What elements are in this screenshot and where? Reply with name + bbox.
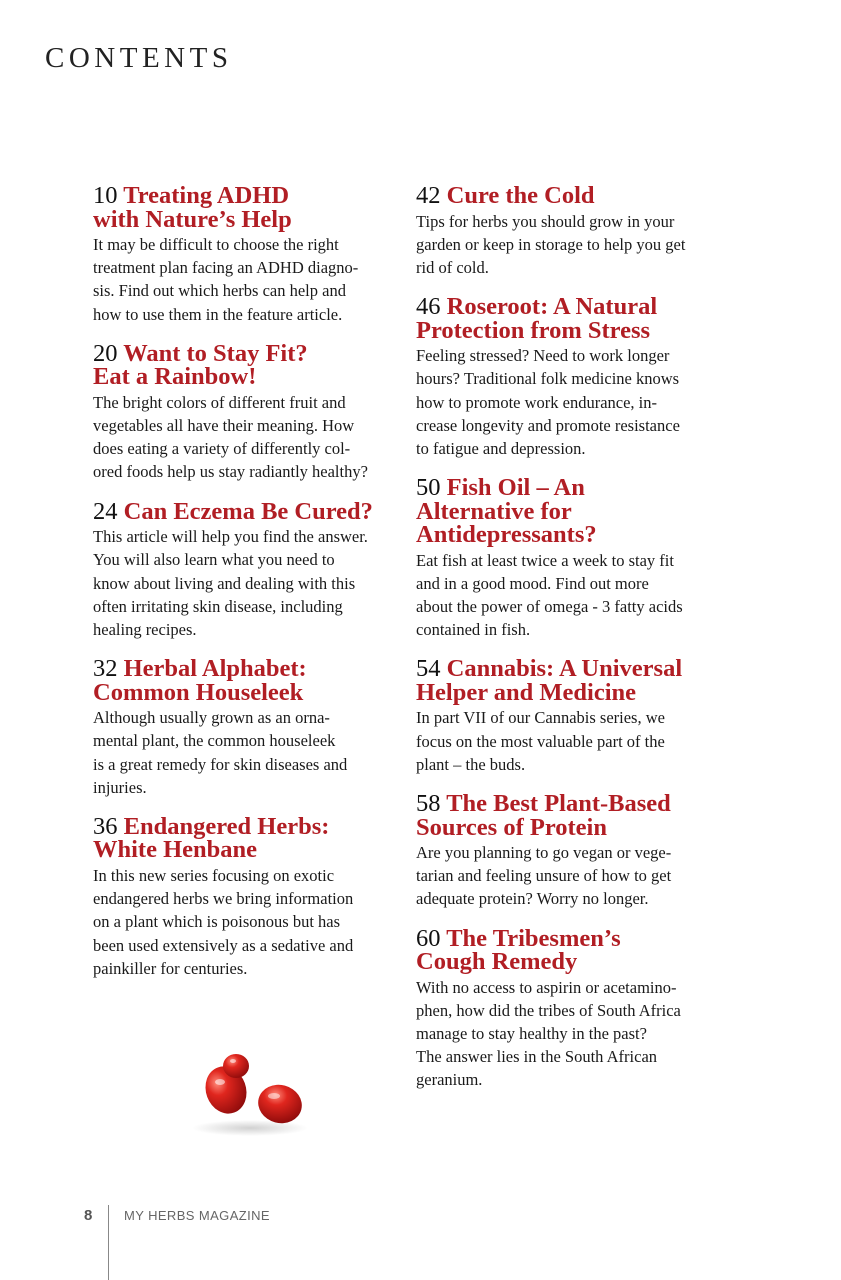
footer-divider — [108, 1205, 109, 1280]
entry-description-line: tarian and feeling unsure of how to get — [416, 866, 672, 886]
entry-description-line: Feeling stressed? Need to work longer — [416, 346, 670, 366]
entry-description-line: injuries. — [93, 777, 147, 797]
entry-description — [416, 549, 721, 642]
entry-title-line: Can Eczema Be Cured? — [123, 497, 373, 525]
entry-description-line: The bright colors of different fruit and — [93, 392, 346, 412]
entry-title-line: Common Houseleek — [93, 678, 304, 706]
red-berries-image — [188, 1048, 318, 1138]
entry-description-line: You will also learn what you need to — [93, 550, 335, 570]
entry-page-number: 24 — [93, 497, 118, 525]
entry-title-line: Sources of Protein — [416, 813, 607, 841]
entry-description-line: mental plant, the common houseleek — [93, 731, 336, 751]
entry-title — [93, 339, 398, 391]
entry-title — [416, 184, 721, 208]
entry-page-number: 32 — [93, 655, 118, 683]
contents-entry — [93, 812, 398, 980]
entry-title — [93, 497, 398, 525]
contents-entry — [416, 184, 721, 279]
entry-description-line: and in a good mood. Find out more — [416, 573, 649, 593]
footer-page-number: 8 — [84, 1207, 93, 1224]
entry-title-line: Cure the Cold — [446, 182, 595, 209]
entry-description-line: garden or keep in storage to help you get — [416, 234, 686, 254]
entry-description-line: healing recipes. — [93, 619, 197, 639]
entry-title — [416, 792, 721, 839]
entry-page-number: 20 — [93, 339, 118, 367]
entry-description-line: does eating a variety of differently col- — [93, 439, 351, 459]
contents-entry — [416, 476, 721, 641]
entry-title-line: Cough Remedy — [416, 948, 578, 976]
entry-description-line: With no access to aspirin or acetamino- — [416, 977, 677, 997]
entry-title-line: Endangered Herbs: — [123, 812, 330, 840]
entry-description-line: contained in fish. — [416, 620, 531, 640]
entry-title-line: Helper and Medicine — [416, 678, 637, 706]
entry-page-number: 60 — [416, 924, 441, 952]
entry-page-number: 54 — [416, 655, 441, 683]
entry-description — [416, 841, 721, 911]
entry-description-line: painkiller for centuries. — [93, 958, 248, 978]
entry-description-line: Although usually grown as an orna- — [93, 708, 330, 728]
entry-title — [93, 812, 398, 864]
entry-description-line: Eat fish at least twice a week to stay fit — [416, 550, 674, 570]
entry-title-line: White Henbane — [93, 836, 258, 864]
entry-description-line: on a plant which is poisonous but has — [93, 912, 341, 932]
entry-description-line: In part VII of our Cannabis series, we — [416, 708, 665, 728]
entry-description-line: sis. Find out which herbs can help and — [93, 281, 346, 301]
entry-description-line: The answer lies in the South African — [416, 1047, 658, 1067]
entry-title-line: The Best Plant-Based — [446, 790, 671, 818]
entry-description-line: hours? Traditional folk medicine knows — [416, 369, 680, 389]
entry-page-number: 10 — [93, 182, 118, 209]
entry-description-line: endangered herbs we bring information — [93, 889, 354, 909]
entry-description — [416, 344, 721, 460]
entry-title-line: Want to Stay Fit? — [123, 339, 308, 367]
entry-title-line: Herbal Alphabet: — [123, 655, 307, 683]
entry-title-line: with Nature’s Help — [93, 205, 292, 233]
entry-description-line: Tips for herbs you should grow in your — [416, 211, 675, 231]
entry-description-line: crease longevity and promote resistance — [416, 415, 680, 435]
contents-entry — [416, 792, 721, 911]
entry-title-line: Treating ADHD — [123, 182, 290, 209]
entry-page-number: 58 — [416, 790, 441, 818]
entry-description-line: is a great remedy for skin diseases and — [93, 754, 348, 774]
entry-title-line: Roseroot: A Natural — [446, 293, 658, 321]
entry-description-line: how to use them in the feature article. — [93, 304, 343, 324]
entry-title — [416, 476, 721, 547]
entry-description-line: to fatigue and depression. — [416, 438, 586, 458]
contents-entry — [93, 339, 398, 484]
entry-title — [93, 657, 398, 704]
entry-description-line: rid of cold. — [416, 257, 489, 277]
entry-description-line: Are you planning to go vegan or vege- — [416, 843, 672, 863]
entry-page-number: 36 — [93, 812, 118, 840]
entry-description-line: geranium. — [416, 1070, 483, 1090]
entry-description-line: focus on the most valuable part of the — [416, 731, 665, 751]
entry-page-number: 50 — [416, 474, 441, 502]
entry-description-line: vegetables all have their meaning. How — [93, 416, 355, 436]
entry-description — [93, 706, 398, 799]
contents-entry — [93, 657, 398, 799]
entry-title — [416, 924, 721, 976]
entry-description — [93, 525, 398, 641]
entry-description-line: In this new series focusing on exotic — [93, 865, 335, 885]
entry-description — [416, 210, 721, 280]
contents-column-left — [93, 184, 398, 996]
contents-entry — [416, 657, 721, 776]
entry-title-line: Cannabis: A Universal — [446, 655, 683, 683]
contents-entry — [93, 497, 398, 642]
entry-page-number: 46 — [416, 293, 441, 321]
entry-description-line: often irritating skin disease, including — [93, 596, 343, 616]
entry-title — [416, 657, 721, 704]
contents-entry — [416, 924, 721, 1092]
entry-title-line: Fish Oil – An — [446, 474, 585, 502]
entry-title — [93, 184, 398, 231]
entry-title-line: The Tribesmen’s — [446, 924, 621, 952]
entry-description-line: been used extensively as a sedative and — [93, 935, 354, 955]
entry-description — [416, 706, 721, 776]
entry-description-line: about the power of omega - 3 fatty acids — [416, 597, 683, 617]
entry-title-line: Eat a Rainbow! — [93, 363, 257, 391]
entry-description-line: treatment plan facing an ADHD diagno- — [93, 258, 359, 278]
entry-description-line: This article will help you find the answer. — [93, 527, 368, 547]
contents-column-right — [416, 184, 721, 1108]
entry-description — [93, 233, 398, 326]
entry-description-line: know about living and dealing with this — [93, 573, 356, 593]
entry-title-line: Alternative for — [416, 497, 572, 525]
entry-description — [416, 976, 721, 1092]
page-title: CONTENTS — [45, 42, 233, 74]
entry-description-line: phen, how did the tribes of South Africa — [416, 1000, 681, 1020]
contents-entry — [416, 295, 721, 460]
entry-title — [416, 295, 721, 342]
footer-magazine-name: MY HERBS MAGAZINE — [124, 1208, 270, 1223]
entry-description-line: plant – the buds. — [416, 754, 526, 774]
entry-description-line: It may be difficult to choose the right — [93, 235, 339, 254]
entry-description — [93, 391, 398, 484]
entry-description-line: manage to stay healthy in the past? — [416, 1024, 647, 1044]
entry-description-line: ored foods help us stay radiantly healthy? — [93, 462, 368, 482]
entry-description — [93, 864, 398, 980]
entry-page-number: 42 — [416, 182, 441, 209]
entry-title-line: Antidepressants? — [416, 521, 597, 549]
entry-title-line: Protection from Stress — [416, 316, 651, 344]
entry-description-line: how to promote work endurance, in- — [416, 392, 658, 412]
entry-description-line: adequate protein? Worry no longer. — [416, 889, 649, 909]
contents-entry — [93, 184, 398, 326]
